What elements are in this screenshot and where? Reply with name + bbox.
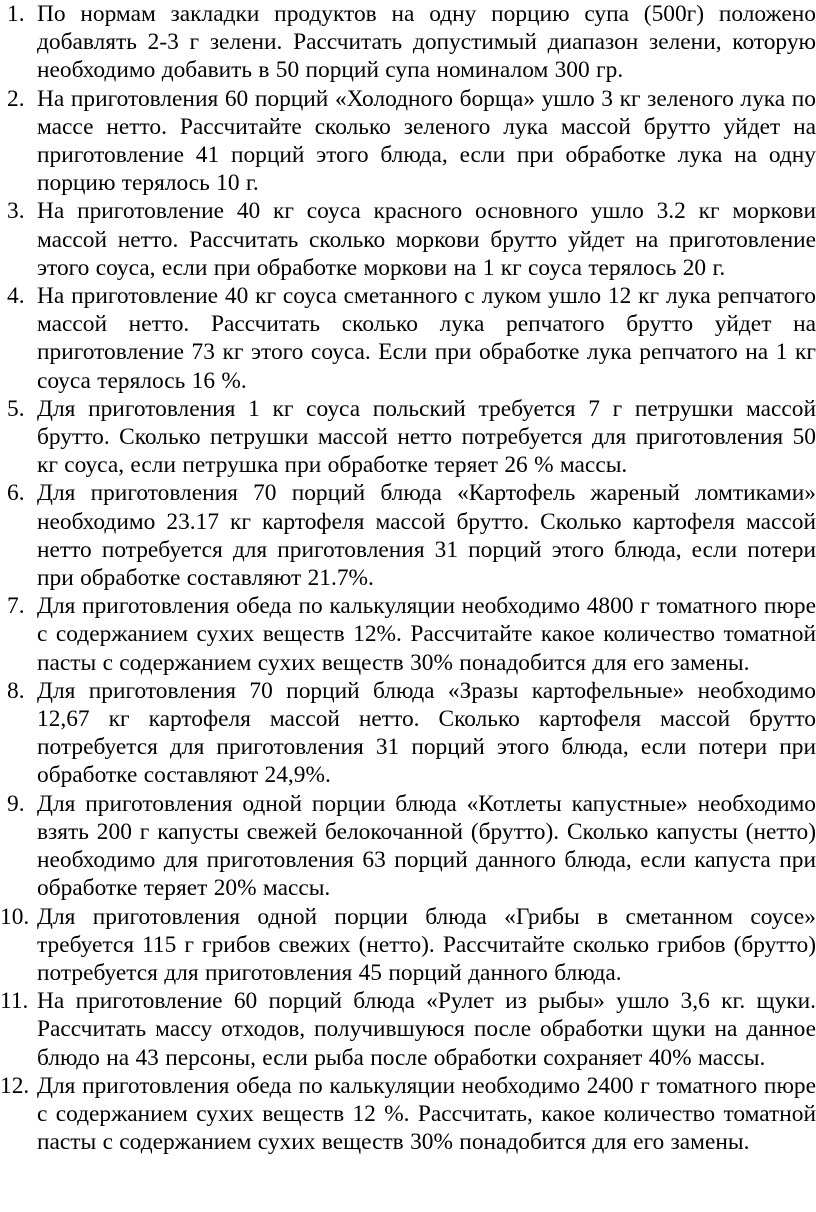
task-item	[0, 395, 816, 480]
task-text: На приготовление 60 порций блюда «Рулет из рыбы» ушло 3,6 кг. щуки. Рассчитать массу отходов, получившуюся после обработки щуки на данное блюдо на 43 персоны, если рыба после обработки сохраняет 40% массы.	[37, 988, 816, 1071]
task-item	[0, 592, 816, 677]
task-item	[0, 790, 816, 903]
task-item	[0, 987, 816, 1072]
task-text: Для приготовления обеда по калькуляции необходимо 4800 г томатного пюре с содержанием сухих веществ 12%. Рассчитайте какое количество томатной пасты с содержанием сухих веществ 30% понадобится для его замены.	[37, 593, 816, 676]
task-number: 7.	[7, 593, 25, 620]
task-text: На приготовление 40 кг соуса красного основного ушло 3.2 кг моркови массой нетто. Рассчитать сколько моркови брутто уйдет на приготовление этого соуса, если при обработке моркови на 1 кг соуса терялось 20 г.	[37, 198, 816, 281]
task-number: 5.	[7, 395, 25, 422]
task-text: Для приготовления обеда по калькуляции необходимо 2400 г томатного пюре с содержанием сухих веществ 12 %. Рассчитать, какое количество томатной пасты с содержанием сухих веществ 30% понадобится для его замены.	[37, 1072, 816, 1156]
task-text: Для приготовления 70 порций блюда «Зразы картофельные» необходимо 12,67 кг картофеля массой нетто. Сколько картофеля массой брутто потребуется для приготовления 31 порций этого блюда, если потери при обработке составляют 24,9%.	[37, 677, 816, 789]
task-item	[0, 282, 816, 395]
task-number: 4.	[7, 283, 25, 310]
task-text: По нормам закладки продуктов на одну порцию супа (500г) положено добавлять 2-3 г зелени. Рассчитать допустимый диапазон зелени, которую необходимо добавить в 50 порций супа номиналом 300 гр.	[37, 1, 816, 84]
task-text: Для приготовления одной порции блюда «Котлеты капустные» необходимо взять 200 г капусты свежей белокочанной (брутто). Сколько капусты (нетто) необходимо для приготовления 63 порций данного блюда, если капуста при обработке теряет 20% массы.	[37, 790, 816, 902]
task-text: Для приготовления 1 кг соуса польский требуется 7 г петрушки массой брутто. Сколько петрушки массой нетто потребуется для приготовления 50 кг соуса, если петрушка при обработке теряет 26 % массы.	[37, 395, 816, 479]
task-item	[0, 677, 816, 790]
task-text: Для приготовления одной порции блюда «Грибы в сметанном соусе» требуется 115 г грибов свежих (нетто). Рассчитайте сколько грибов (брутто) потребуется для приготовления 45 порций данного блюда.	[37, 903, 816, 986]
task-number: 8.	[7, 677, 25, 704]
task-number: 11.	[0, 988, 29, 1015]
task-number: 6.	[7, 480, 25, 507]
task-text: Для приготовления 70 порций блюда «Картофель жареный ломтиками» необходимо 23.17 кг картофеля массой брутто. Сколько картофеля массой нетто потребуется для приготовления 31 порций этого блюда, если потери при обработке составляют 21.7%.	[37, 480, 816, 592]
task-item	[0, 479, 816, 592]
task-text: На приготовление 40 кг соуса сметанного с луком ушло 12 кг лука репчатого массой нетто. Рассчитать сколько лука репчатого брутто уйдет на приготовление 73 кг этого соуса. Если при обработке лука репчатого на 1 кг соуса терялось 16 %.	[37, 283, 816, 394]
task-number: 1.	[7, 1, 25, 27]
task-item	[0, 0, 816, 85]
task-item	[0, 1072, 816, 1157]
task-number: 12.	[0, 1072, 30, 1099]
task-item	[0, 197, 816, 282]
task-item	[0, 903, 816, 988]
task-text: На приготовления 60 порций «Холодного борща» ушло 3 кг зеленого лука по массе нетто. Рассчитайте сколько зеленого лука массой брутто уйдет на приготовление 41 порций этого блюда, если при обработке лука на одну порцию терялось 10 г.	[37, 85, 816, 197]
task-item	[0, 85, 816, 198]
task-number: 3.	[7, 198, 25, 225]
task-number: 10.	[0, 903, 30, 930]
task-number: 9.	[7, 790, 25, 817]
task-number: 2.	[7, 85, 25, 112]
